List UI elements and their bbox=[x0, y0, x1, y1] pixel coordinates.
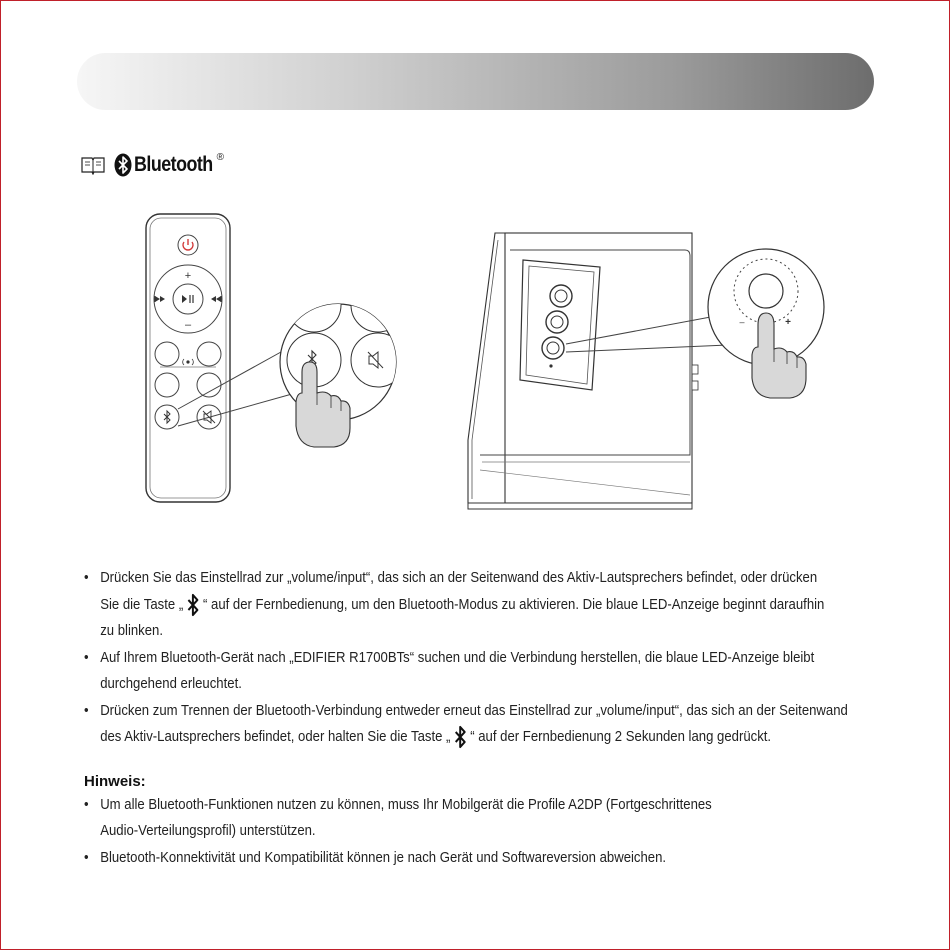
remote-navigation-ring[interactable] bbox=[154, 265, 222, 333]
knob-minus-label: – bbox=[739, 317, 745, 327]
bluetooth-logo bbox=[114, 153, 224, 177]
registered-mark: ® bbox=[216, 151, 224, 163]
volume-down-label: – bbox=[184, 319, 192, 331]
speaker-control-panel bbox=[520, 260, 600, 390]
instruction-line: Drücken zum Trennen der Bluetooth-Verbindung entweder erneut das Einstellrad zur „volume/input“, das sich an der Seitenwand bbox=[100, 702, 848, 719]
header-gradient-bar bbox=[77, 53, 874, 110]
instruction-line: Auf Ihrem Bluetooth-Gerät nach „EDIFIER R1700BTs“ suchen und die Verbindung herstellen, die blaue LED-Anzeige bleibt bbox=[100, 649, 815, 666]
instruction-line: durchgehend erleuchtet. bbox=[100, 676, 242, 692]
bluetooth-icon bbox=[185, 592, 201, 618]
volume-up-label: + bbox=[184, 270, 192, 282]
note-line: Um alle Bluetooth-Funktionen nutzen zu können, muss Ihr Mobilgerät die Profile A2DP (Fortgeschrittenes bbox=[100, 796, 712, 813]
instruction-text: Sie die Taste „ bbox=[100, 596, 184, 613]
product-illustration bbox=[0, 200, 950, 520]
remote-input-button-4[interactable] bbox=[197, 373, 221, 397]
section-title bbox=[80, 150, 224, 180]
instruction-line: Drücken Sie das Einstellrad zur „volume/input“, das sich an der Seitenwand des Aktiv-Lautsprechers befindet, oder drücken bbox=[100, 570, 818, 586]
note-item bbox=[84, 845, 892, 872]
bullet: • bbox=[84, 570, 89, 586]
instruction-item bbox=[84, 565, 892, 645]
bullet: • bbox=[84, 796, 89, 813]
knob-plus-label: + bbox=[785, 317, 791, 328]
volume-knob-zoom-bubble bbox=[708, 249, 824, 398]
instruction-line: zu blinken. bbox=[100, 623, 164, 639]
instruction-item bbox=[84, 645, 892, 698]
note-line: Bluetooth-Konnektivität und Kompatibilität können je nach Gerät und Softwareversion abweichen. bbox=[100, 849, 667, 866]
remote-control bbox=[146, 214, 230, 502]
bullet: • bbox=[84, 849, 89, 866]
bullet: • bbox=[84, 702, 89, 719]
remote-input-button-1[interactable] bbox=[155, 342, 179, 366]
note-line: Audio-Verteilungsprofil) unterstützen. bbox=[100, 823, 316, 839]
remote-input-button-3[interactable] bbox=[155, 373, 179, 397]
remote-power-button[interactable] bbox=[178, 235, 198, 255]
bluetooth-badge-icon bbox=[114, 153, 132, 177]
instruction-line bbox=[100, 724, 892, 751]
instruction-text: des Aktiv-Lautsprechers befindet, oder halten Sie die Taste „ bbox=[100, 729, 451, 745]
active-speaker bbox=[468, 233, 698, 509]
bluetooth-icon bbox=[452, 724, 468, 750]
volume-input-knob[interactable] bbox=[749, 274, 783, 308]
remote-input-button-2[interactable] bbox=[197, 342, 221, 366]
instructions-text bbox=[84, 565, 904, 871]
instruction-text: “ auf der Fernbedienung, um den Bluetooth-Modus zu aktivieren. Die blaue LED-Anzeige beginnt daraufhin bbox=[202, 596, 825, 613]
bluetooth-wordmark: Bluetooth bbox=[134, 153, 213, 176]
instruction-text: “ auf der Fernbedienung 2 Sekunden lang gedrückt. bbox=[470, 729, 772, 745]
manual-book-icon bbox=[80, 155, 106, 175]
remote-bluetooth-button[interactable] bbox=[155, 405, 179, 429]
note-heading: Hinweis: bbox=[84, 772, 146, 790]
instruction-item bbox=[84, 698, 892, 751]
note-item bbox=[84, 792, 892, 845]
bullet: • bbox=[84, 649, 89, 666]
instruction-line bbox=[100, 592, 892, 619]
remote-zoom-bubble bbox=[280, 278, 405, 447]
